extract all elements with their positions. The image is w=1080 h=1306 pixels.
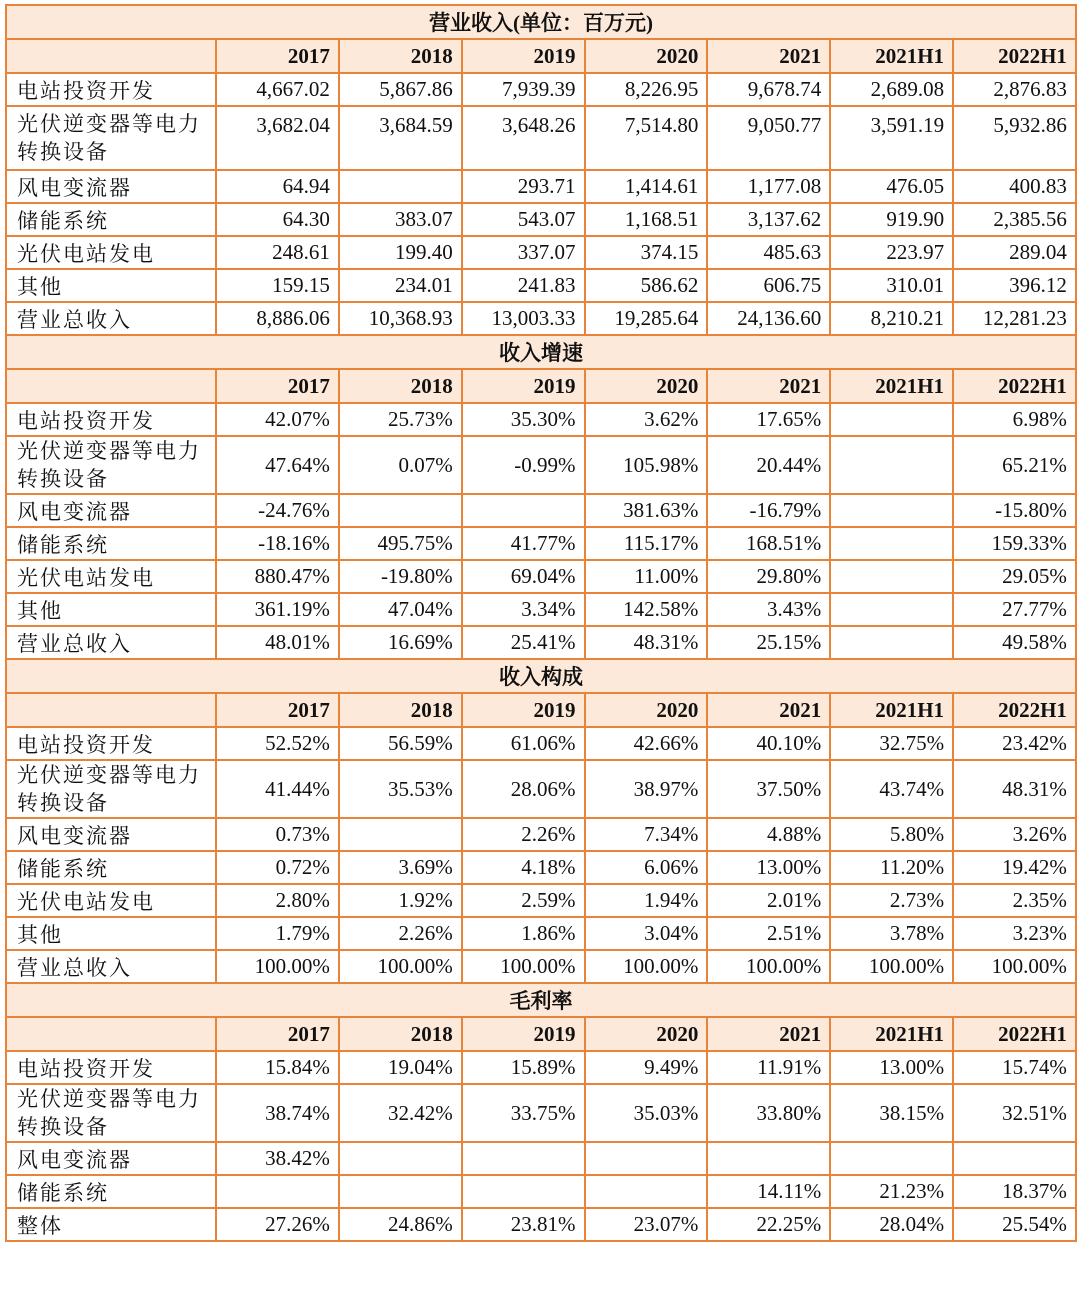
table-cell: 17.65%	[707, 403, 830, 436]
table-row	[6, 527, 1076, 560]
table-cell	[830, 403, 953, 436]
table-cell: 100.00%	[707, 950, 830, 983]
table-cell: 2.01%	[707, 884, 830, 917]
table-cell: 38.15%	[830, 1084, 953, 1142]
table-cell: 15.84%	[216, 1051, 339, 1084]
table-cell: 33.80%	[707, 1084, 830, 1142]
table-cell: 374.15	[585, 236, 708, 269]
table-cell: 42.07%	[216, 403, 339, 436]
table-cell: 19,285.64	[585, 302, 708, 335]
row-label: 储能系统	[6, 851, 216, 884]
table-cell: 35.53%	[339, 760, 462, 818]
table-row	[6, 1084, 1076, 1142]
table-cell: 0.73%	[216, 818, 339, 851]
year-header-cell: 2021H1	[830, 693, 953, 727]
table-cell	[830, 560, 953, 593]
table-cell	[585, 1175, 708, 1208]
table-cell: 15.89%	[462, 1051, 585, 1084]
table-cell	[462, 494, 585, 527]
table-cell: 64.30	[216, 203, 339, 236]
table-body	[6, 5, 1076, 1241]
table-cell: 400.83	[953, 170, 1076, 203]
table-cell: 19.04%	[339, 1051, 462, 1084]
table-cell	[339, 818, 462, 851]
table-cell: 69.04%	[462, 560, 585, 593]
table-cell: 4.88%	[707, 818, 830, 851]
year-header-cell: 2020	[585, 1017, 708, 1051]
table-row	[6, 760, 1076, 818]
year-header-cell: 2021H1	[830, 1017, 953, 1051]
year-header-cell: 2021H1	[830, 369, 953, 403]
table-cell: 100.00%	[216, 950, 339, 983]
table-cell: 2,385.56	[953, 203, 1076, 236]
table-row	[6, 1142, 1076, 1175]
row-label: 光伏逆变器等电力转换设备	[6, 436, 216, 494]
row-label: 储能系统	[6, 203, 216, 236]
table-cell: 9,050.77	[707, 106, 830, 170]
table-cell: 52.52%	[216, 727, 339, 760]
table-cell: 3,648.26	[462, 106, 585, 170]
table-cell: 47.64%	[216, 436, 339, 494]
table-cell: 115.17%	[585, 527, 708, 560]
year-header-cell: 2018	[339, 39, 462, 73]
table-row	[6, 884, 1076, 917]
year-header-cell: 2022H1	[953, 693, 1076, 727]
table-cell: 2.51%	[707, 917, 830, 950]
table-cell: 168.51%	[707, 527, 830, 560]
table-cell: 35.30%	[462, 403, 585, 436]
table-cell: 919.90	[830, 203, 953, 236]
year-header-cell: 2018	[339, 369, 462, 403]
year-header-cell: 2020	[585, 369, 708, 403]
table-cell: 880.47%	[216, 560, 339, 593]
table-cell: 24.86%	[339, 1208, 462, 1241]
table-cell: 383.07	[339, 203, 462, 236]
table-cell: 20.44%	[707, 436, 830, 494]
table-cell: 5.80%	[830, 818, 953, 851]
table-cell: 11.00%	[585, 560, 708, 593]
table-cell	[830, 1142, 953, 1175]
section-header-row	[6, 659, 1076, 693]
table-cell: 2.26%	[462, 818, 585, 851]
table-cell: 100.00%	[462, 950, 585, 983]
table-cell: 23.07%	[585, 1208, 708, 1241]
table-cell: 3.04%	[585, 917, 708, 950]
table-cell: 142.58%	[585, 593, 708, 626]
table-cell	[339, 494, 462, 527]
table-row	[6, 1051, 1076, 1084]
row-label: 电站投资开发	[6, 73, 216, 106]
table-cell: 10,368.93	[339, 302, 462, 335]
section-title: 收入增速	[6, 335, 1076, 369]
table-row	[6, 1175, 1076, 1208]
year-header-cell: 2017	[216, 39, 339, 73]
table-cell: 3,591.19	[830, 106, 953, 170]
table-cell: 32.51%	[953, 1084, 1076, 1142]
table-cell: 9,678.74	[707, 73, 830, 106]
table-cell: 24,136.60	[707, 302, 830, 335]
table-cell: 2,876.83	[953, 73, 1076, 106]
table-cell: 28.04%	[830, 1208, 953, 1241]
table-cell: 2.80%	[216, 884, 339, 917]
table-cell: 3,684.59	[339, 106, 462, 170]
year-header-cell: 2021	[707, 693, 830, 727]
table-cell: 11.20%	[830, 851, 953, 884]
table-cell: 100.00%	[830, 950, 953, 983]
row-label: 电站投资开发	[6, 403, 216, 436]
table-row	[6, 73, 1076, 106]
table-cell: 381.63%	[585, 494, 708, 527]
table-cell: 38.97%	[585, 760, 708, 818]
year-header-cell: 2022H1	[953, 39, 1076, 73]
row-label: 营业总收入	[6, 626, 216, 659]
table-cell: 32.75%	[830, 727, 953, 760]
table-cell: 43.74%	[830, 760, 953, 818]
table-cell: 47.04%	[339, 593, 462, 626]
row-label: 其他	[6, 917, 216, 950]
table-cell: 49.58%	[953, 626, 1076, 659]
year-header-cell: 2017	[216, 1017, 339, 1051]
table-cell: 223.97	[830, 236, 953, 269]
table-cell	[462, 1175, 585, 1208]
table-cell: 3.69%	[339, 851, 462, 884]
table-cell: 234.01	[339, 269, 462, 302]
table-cell: 56.59%	[339, 727, 462, 760]
table-row	[6, 106, 1076, 170]
table-cell: 586.62	[585, 269, 708, 302]
table-cell	[339, 170, 462, 203]
table-row	[6, 494, 1076, 527]
year-header-cell: 2020	[585, 39, 708, 73]
table-cell: 2,689.08	[830, 73, 953, 106]
table-row	[6, 403, 1076, 436]
table-row	[6, 950, 1076, 983]
table-cell: 337.07	[462, 236, 585, 269]
year-header-cell: 2019	[462, 1017, 585, 1051]
year-header-blank	[6, 1017, 216, 1051]
section-header-row	[6, 5, 1076, 39]
table-cell: 41.44%	[216, 760, 339, 818]
table-cell: 606.75	[707, 269, 830, 302]
row-label: 风电变流器	[6, 818, 216, 851]
table-cell: 8,886.06	[216, 302, 339, 335]
table-row	[6, 236, 1076, 269]
table-cell: 293.71	[462, 170, 585, 203]
table-cell: 485.63	[707, 236, 830, 269]
row-label: 光伏逆变器等电力转换设备	[6, 760, 216, 818]
table-cell: 15.74%	[953, 1051, 1076, 1084]
table-row	[6, 170, 1076, 203]
table-cell: 1.79%	[216, 917, 339, 950]
table-cell	[830, 436, 953, 494]
row-label: 电站投资开发	[6, 1051, 216, 1084]
table-cell: 27.77%	[953, 593, 1076, 626]
table-cell: 100.00%	[953, 950, 1076, 983]
year-header-row	[6, 39, 1076, 73]
year-header-cell: 2017	[216, 693, 339, 727]
table-cell: 13.00%	[830, 1051, 953, 1084]
year-header-row	[6, 369, 1076, 403]
year-header-cell: 2018	[339, 1017, 462, 1051]
table-cell: 6.06%	[585, 851, 708, 884]
table-cell: -18.16%	[216, 527, 339, 560]
row-label: 营业总收入	[6, 302, 216, 335]
table-cell: 3.43%	[707, 593, 830, 626]
table-cell: 42.66%	[585, 727, 708, 760]
table-cell: 32.42%	[339, 1084, 462, 1142]
table-cell: 38.42%	[216, 1142, 339, 1175]
section-title: 毛利率	[6, 983, 1076, 1017]
table-cell: 13,003.33	[462, 302, 585, 335]
table-cell: 25.73%	[339, 403, 462, 436]
table-cell: 105.98%	[585, 436, 708, 494]
table-cell: 396.12	[953, 269, 1076, 302]
table-row	[6, 727, 1076, 760]
table-cell: 361.19%	[216, 593, 339, 626]
table-cell: 1,168.51	[585, 203, 708, 236]
table-cell: 41.77%	[462, 527, 585, 560]
table-cell: 289.04	[953, 236, 1076, 269]
row-label: 其他	[6, 593, 216, 626]
table-cell: 65.21%	[953, 436, 1076, 494]
year-header-blank	[6, 693, 216, 727]
table-cell: 159.33%	[953, 527, 1076, 560]
section-title: 营业收入(单位：百万元)	[6, 5, 1076, 39]
table-cell: 8,210.21	[830, 302, 953, 335]
table-cell: 3.78%	[830, 917, 953, 950]
table-cell: 38.74%	[216, 1084, 339, 1142]
table-cell	[339, 1142, 462, 1175]
table-cell	[830, 494, 953, 527]
table-cell	[830, 593, 953, 626]
year-header-cell: 2019	[462, 369, 585, 403]
table-cell: 100.00%	[585, 950, 708, 983]
table-cell: 3.23%	[953, 917, 1076, 950]
table-row	[6, 436, 1076, 494]
table-cell: 3,682.04	[216, 106, 339, 170]
table-cell: 159.15	[216, 269, 339, 302]
table-row	[6, 818, 1076, 851]
table-cell: 310.01	[830, 269, 953, 302]
table-cell	[953, 1142, 1076, 1175]
table-row	[6, 917, 1076, 950]
row-label: 光伏逆变器等电力转换设备	[6, 106, 216, 170]
year-header-cell: 2022H1	[953, 1017, 1076, 1051]
table-cell: -24.76%	[216, 494, 339, 527]
table-cell	[339, 1175, 462, 1208]
table-cell: 12,281.23	[953, 302, 1076, 335]
table-cell	[216, 1175, 339, 1208]
table-cell: 1.86%	[462, 917, 585, 950]
table-cell: 7,514.80	[585, 106, 708, 170]
table-cell: 48.31%	[953, 760, 1076, 818]
table-cell: 3.62%	[585, 403, 708, 436]
table-cell: 199.40	[339, 236, 462, 269]
table-cell: 9.49%	[585, 1051, 708, 1084]
year-header-row	[6, 693, 1076, 727]
table-cell: 2.59%	[462, 884, 585, 917]
table-cell: 21.23%	[830, 1175, 953, 1208]
table-cell: 18.37%	[953, 1175, 1076, 1208]
table-cell: -0.99%	[462, 436, 585, 494]
table-cell: 5,867.86	[339, 73, 462, 106]
table-cell: 5,932.86	[953, 106, 1076, 170]
table-cell: 1,177.08	[707, 170, 830, 203]
table-cell: 0.07%	[339, 436, 462, 494]
table-cell	[585, 1142, 708, 1175]
table-cell: 4.18%	[462, 851, 585, 884]
section-header-row	[6, 335, 1076, 369]
year-header-row	[6, 1017, 1076, 1051]
table-cell	[830, 626, 953, 659]
table-cell: 1.94%	[585, 884, 708, 917]
table-row	[6, 1208, 1076, 1241]
table-cell: 48.31%	[585, 626, 708, 659]
table-cell: 8,226.95	[585, 73, 708, 106]
table-cell: 25.54%	[953, 1208, 1076, 1241]
table-cell: 11.91%	[707, 1051, 830, 1084]
table-cell: -19.80%	[339, 560, 462, 593]
table-cell: 37.50%	[707, 760, 830, 818]
table-row	[6, 593, 1076, 626]
table-cell: 4,667.02	[216, 73, 339, 106]
table-cell: 61.06%	[462, 727, 585, 760]
table-cell: 241.83	[462, 269, 585, 302]
table-cell: 48.01%	[216, 626, 339, 659]
table-cell: 7.34%	[585, 818, 708, 851]
table-row	[6, 203, 1076, 236]
table-cell: 23.42%	[953, 727, 1076, 760]
table-cell: 35.03%	[585, 1084, 708, 1142]
year-header-cell: 2019	[462, 39, 585, 73]
table-cell: 25.41%	[462, 626, 585, 659]
table-cell: 23.81%	[462, 1208, 585, 1241]
year-header-cell: 2022H1	[953, 369, 1076, 403]
table-cell: 29.05%	[953, 560, 1076, 593]
table-cell: 2.35%	[953, 884, 1076, 917]
table-cell: 40.10%	[707, 727, 830, 760]
year-header-cell: 2021	[707, 369, 830, 403]
section-header-row	[6, 983, 1076, 1017]
table-cell: 28.06%	[462, 760, 585, 818]
table-cell: 1,414.61	[585, 170, 708, 203]
table-cell: 476.05	[830, 170, 953, 203]
year-header-cell: 2019	[462, 693, 585, 727]
table-cell: 495.75%	[339, 527, 462, 560]
table-cell: 27.26%	[216, 1208, 339, 1241]
table-cell: 29.80%	[707, 560, 830, 593]
year-header-cell: 2018	[339, 693, 462, 727]
row-label: 营业总收入	[6, 950, 216, 983]
year-header-cell: 2021	[707, 39, 830, 73]
table-cell: 2.73%	[830, 884, 953, 917]
table-cell: 6.98%	[953, 403, 1076, 436]
table-cell: 16.69%	[339, 626, 462, 659]
year-header-blank	[6, 39, 216, 73]
table-cell: 33.75%	[462, 1084, 585, 1142]
table-cell: 25.15%	[707, 626, 830, 659]
table-cell: 100.00%	[339, 950, 462, 983]
row-label: 电站投资开发	[6, 727, 216, 760]
year-header-blank	[6, 369, 216, 403]
table-cell: 19.42%	[953, 851, 1076, 884]
table-cell: -16.79%	[707, 494, 830, 527]
row-label: 其他	[6, 269, 216, 302]
year-header-cell: 2017	[216, 369, 339, 403]
year-header-cell: 2021	[707, 1017, 830, 1051]
table-cell: 0.72%	[216, 851, 339, 884]
table-cell	[462, 1142, 585, 1175]
table-cell: -15.80%	[953, 494, 1076, 527]
table-cell: 64.94	[216, 170, 339, 203]
table-cell: 3,137.62	[707, 203, 830, 236]
row-label: 风电变流器	[6, 170, 216, 203]
table-cell	[707, 1142, 830, 1175]
row-label: 风电变流器	[6, 494, 216, 527]
financial-table	[5, 4, 1077, 1242]
table-cell: 14.11%	[707, 1175, 830, 1208]
table-cell: 2.26%	[339, 917, 462, 950]
row-label: 整体	[6, 1208, 216, 1241]
year-header-cell: 2020	[585, 693, 708, 727]
row-label: 光伏电站发电	[6, 884, 216, 917]
row-label: 光伏逆变器等电力转换设备	[6, 1084, 216, 1142]
table-cell: 3.26%	[953, 818, 1076, 851]
row-label: 风电变流器	[6, 1142, 216, 1175]
table-cell	[830, 527, 953, 560]
section-title: 收入构成	[6, 659, 1076, 693]
table-row	[6, 851, 1076, 884]
table-row	[6, 269, 1076, 302]
table-cell: 3.34%	[462, 593, 585, 626]
row-label: 储能系统	[6, 527, 216, 560]
row-label: 储能系统	[6, 1175, 216, 1208]
year-header-cell: 2021H1	[830, 39, 953, 73]
table-cell: 1.92%	[339, 884, 462, 917]
table-row	[6, 626, 1076, 659]
row-label: 光伏电站发电	[6, 560, 216, 593]
table-cell: 13.00%	[707, 851, 830, 884]
table-cell: 22.25%	[707, 1208, 830, 1241]
table-row	[6, 560, 1076, 593]
table-cell: 248.61	[216, 236, 339, 269]
table-cell: 543.07	[462, 203, 585, 236]
table-row	[6, 302, 1076, 335]
row-label: 光伏电站发电	[6, 236, 216, 269]
table-cell: 7,939.39	[462, 73, 585, 106]
